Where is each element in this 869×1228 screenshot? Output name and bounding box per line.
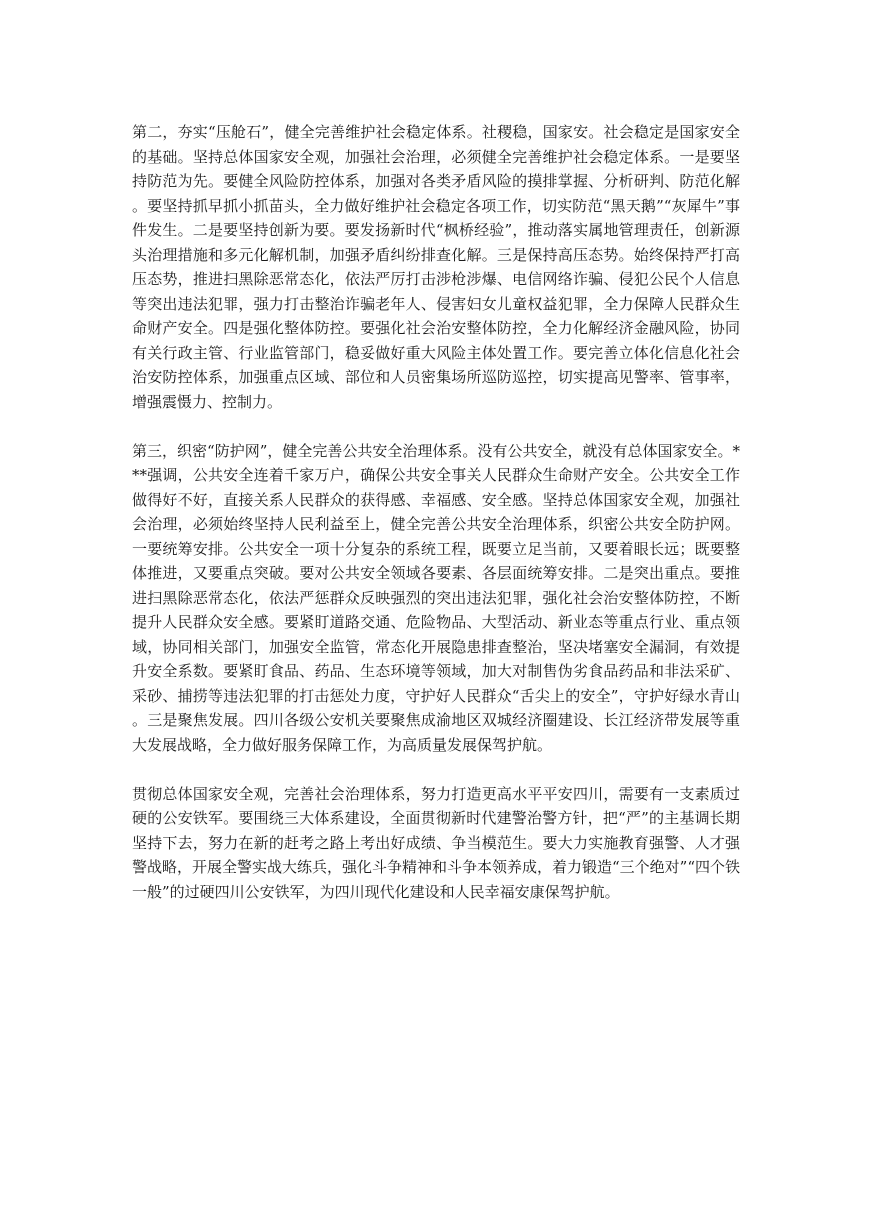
document-body xyxy=(132,120,740,929)
paragraph-police-force: 贯彻总体国家安全观，完善社会治理体系，努力打造更高水平平安四川，需要有一支素质过硬的公安铁军。要围绕三大体系建设，全面贯彻新时代建警治警方针，把“严”的主基调长期坚持下去，努力在新的赶考之路上考出好成绩、争当模范生。要大力实施教育强警、人才强警战略，开展全警实战大练兵，强化斗争精神和斗争本领养成，着力锻造“三个绝对”“四个铁一般”的过硬四川公安铁军，为四川现代化建设和人民幸福安康保驾护航。 xyxy=(132,784,741,901)
paragraph-public-safety: 第三，织密“防护网”，健全完善公共安全治理体系。没有公共安全，就没有总体国家安全。***强调，公共安全连着千家万户，确保公共安全事关人民群众生命财产安全。公共安全工作做得好不好，直接关系人民群众的获得感、幸福感、安全感。坚持总体国家安全观，加强社会治理，必须始终坚持人民利益至上，健全完善公共安全治理体系，织密公共安全防护网。一要统筹安排。公共安全一项十分复杂的系统工程，既要立足当前，又要着眼长远；既要整体推进，又要重点突破。要对公共安全领域各要素、各层面统筹安排。二是突出重点。要推进扫黑除恶常态化，依法严惩群众反映强烈的突出违法犯罪，强化社会治安整体防控，不断提升人民群众安全感。要紧盯道路交通、危险物品、大型活动、新业态等重点行业、重点领域，协同相关部门，加强安全监管，常态化开展隐患排查整治，坚决堵塞安全漏洞，有效提升安全系数。要紧盯食品、药品、生态环境等领域，加大对制售伪劣食品药品和非法采矿、采砂、捕捞等违法犯罪的打击惩处力度，守护好人民群众“舌尖上的安全”，守护好绿水青山。三是聚焦发展。四川各级公安机关要聚焦成渝地区双城经济圈建设、长江经济带发展等重大发展战略，全力做好服务保障工作，为高质量发展保驾护航。 xyxy=(132,441,740,754)
paragraph-social-stability: 第二，夯实“压舱石”，健全完善维护社会稳定体系。社稷稳，国家安。社会稳定是国家安全的基础。坚持总体国家安全观，加强社会治理，必须健全完善维护社会稳定体系。一是要坚持防范为先。要健全风险防控体系，加强对各类矛盾风险的摸排掌握、分析研判、防范化解。要坚持抓早抓小抓苗头，全力做好维护社会稳定各项工作，切实防范“黑天鹅”“灰犀牛”事件发生。二是要坚持创新为要。要发扬新时代“枫桥经验”，推动落实属地管理责任，创新源头治理措施和多元化解机制，加强矛盾纠纷排查化解。三是保持高压态势。始终保持严打高压态势，推进扫黑除恶常态化，依法严厉打击涉枪涉爆、电信网络诈骗、侵犯公民个人信息等突出违法犯罪，强力打击整治诈骗老年人、侵害妇女儿童权益犯罪，全力保障人民群众生命财产安全。四是强化整体防控。要强化社会治安整体防控，全力化解经济金融风险，协同有关行政主管、行业监管部门，稳妥做好重大风险主体处置工作。要完善立体化信息化社会治安防控体系，加强重点区域、部位和人员密集场所巡防巡控，切实提高见警率、管事率，增强震慑力、控制力。 xyxy=(132,123,740,411)
